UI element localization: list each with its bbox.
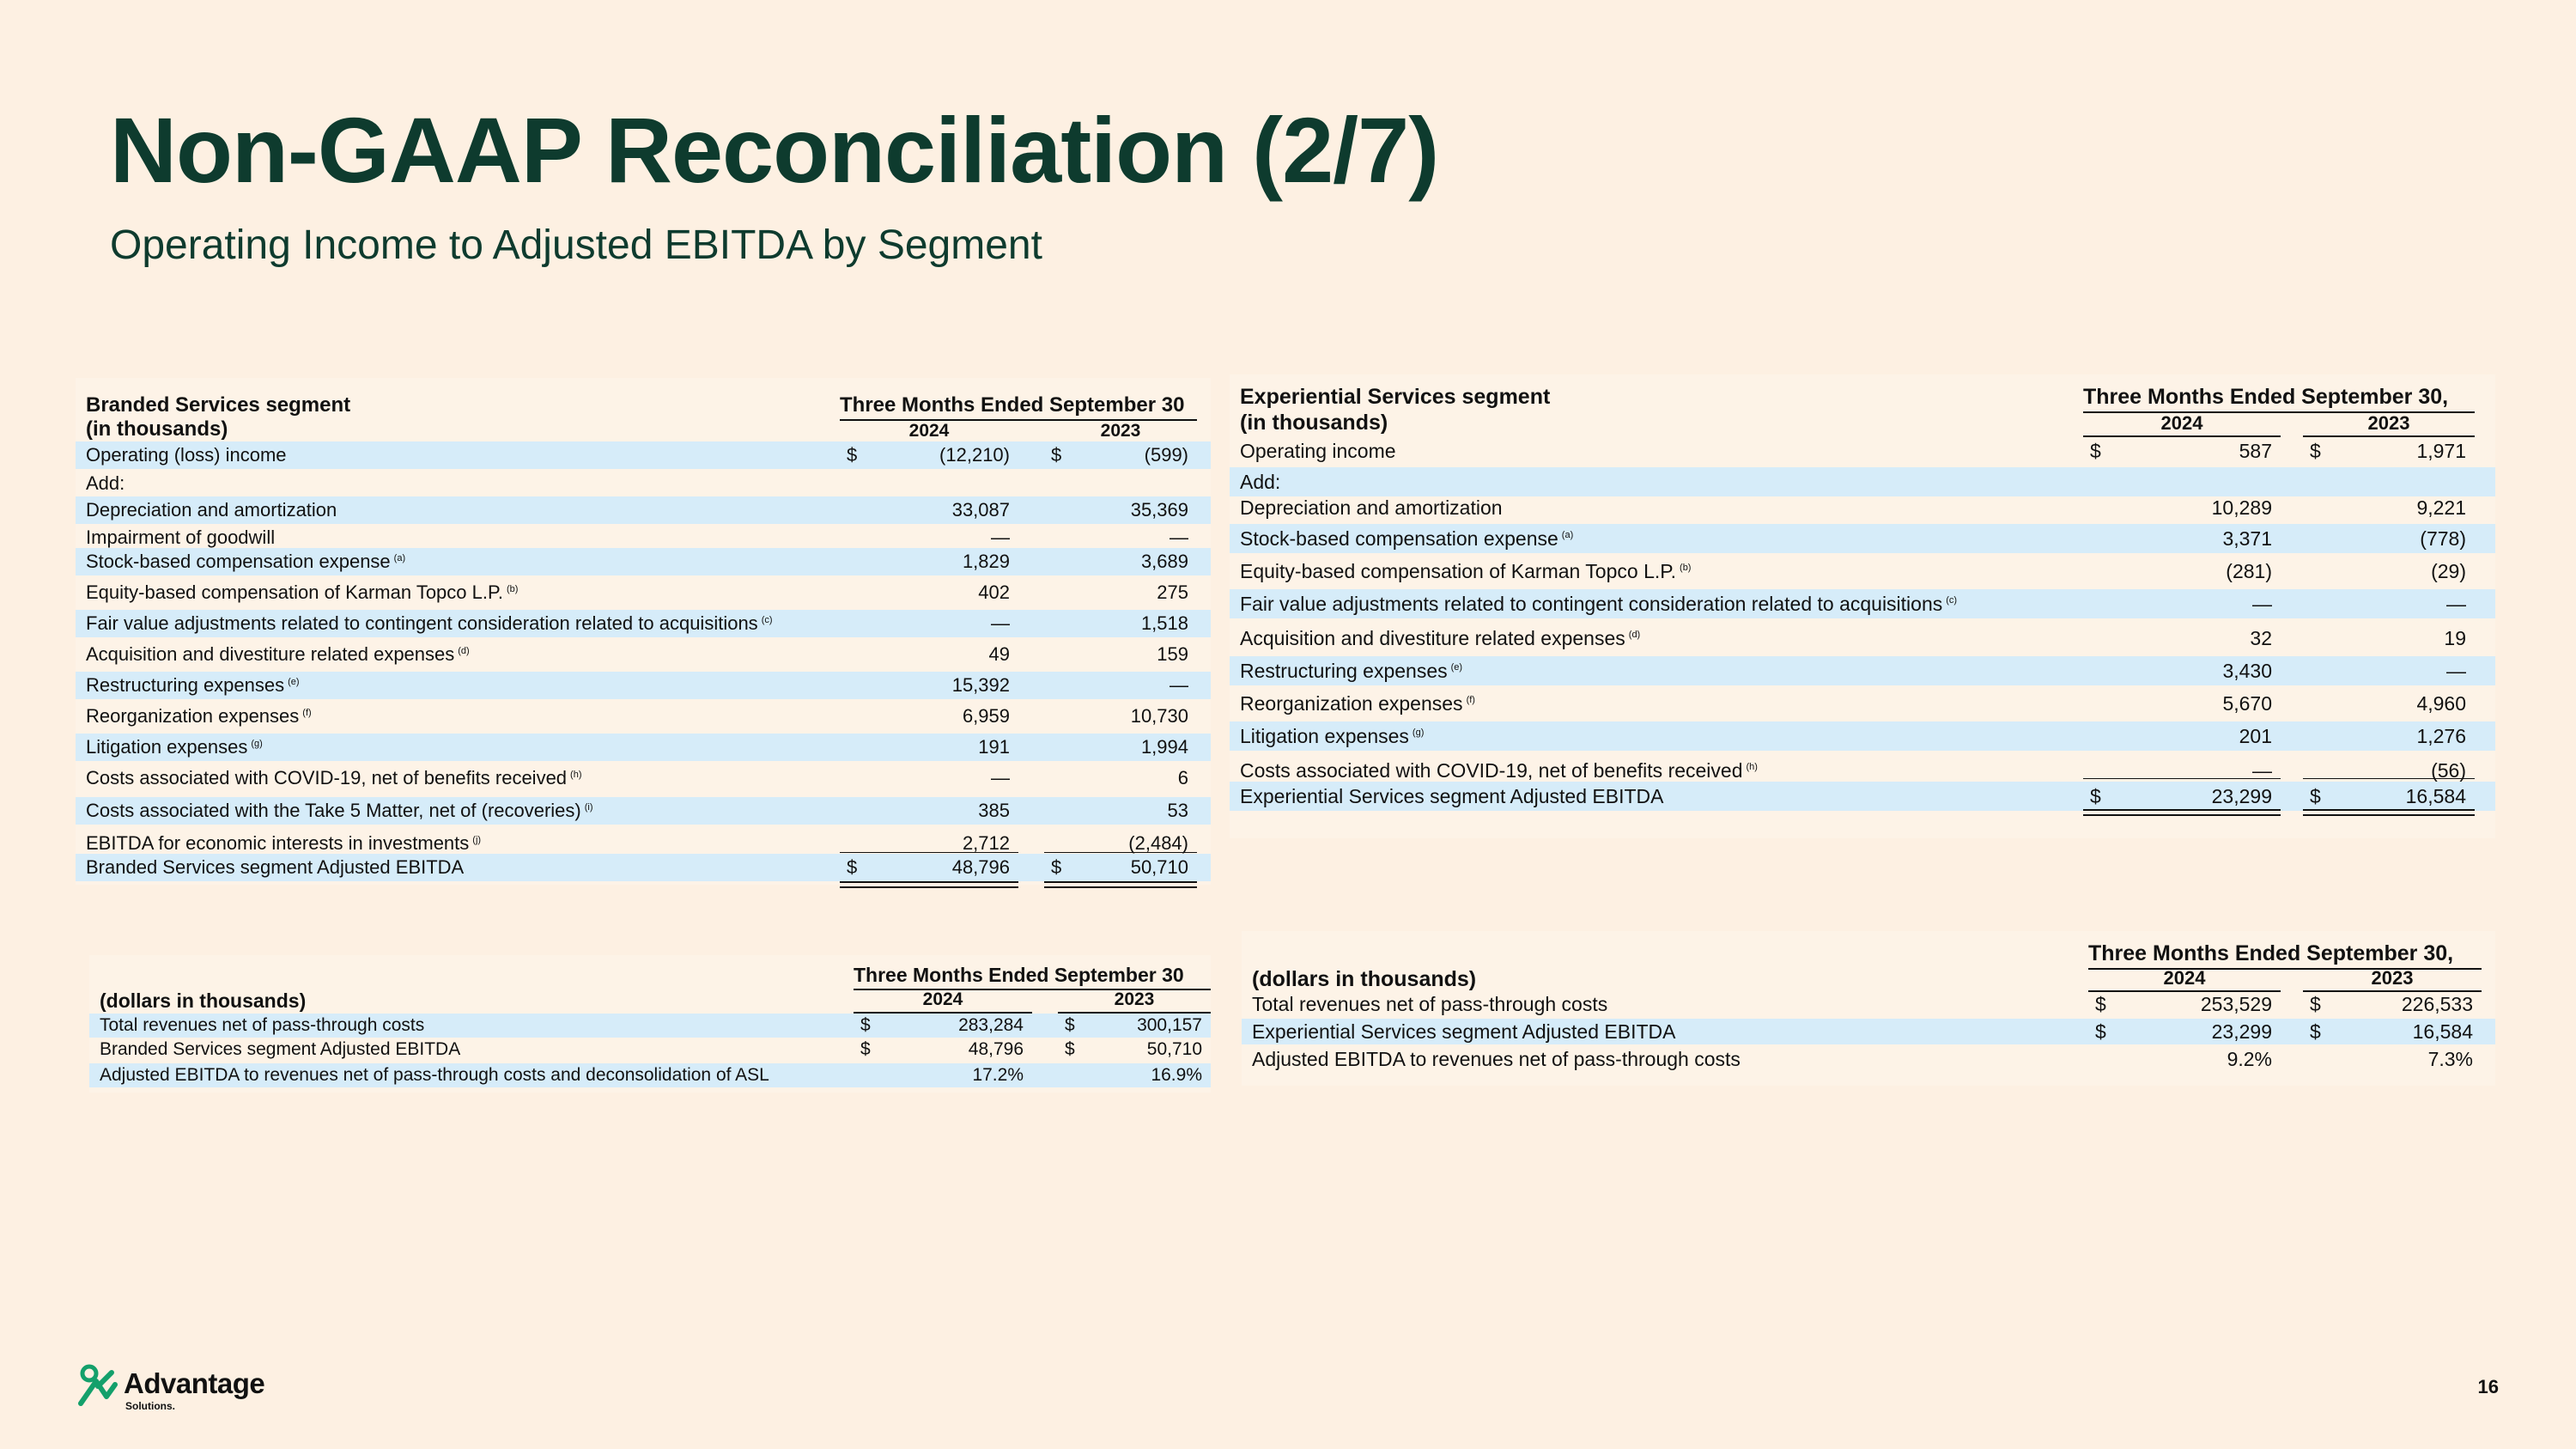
row-label — [86, 734, 263, 761]
row-label-text: Impairment of goodwill — [86, 527, 276, 548]
value-2024: 10,289 — [2211, 496, 2272, 519]
total-double-rule — [840, 881, 1018, 888]
page-number: 16 — [2477, 1376, 2499, 1397]
value-2024: 3,430 — [2222, 660, 2272, 682]
period-header: Three Months Ended September 30, — [2088, 941, 2454, 965]
row-label-text: Add: — [1240, 471, 1281, 493]
row-label-text: Fair value adjustments related to contingent consideration related to acquisitions — [1240, 593, 1943, 615]
table-row — [1230, 493, 2495, 522]
value-2024: 402 — [978, 581, 1010, 603]
row-label-text: Branded Services segment Adjusted EBITDA — [86, 856, 465, 878]
row-label-text: Total revenues net of pass-through costs — [100, 1015, 425, 1035]
row-label — [1240, 493, 1503, 522]
row-label-text: Branded Services segment Adjusted EBITDA — [100, 1039, 461, 1059]
table-row — [76, 441, 1211, 469]
row-label — [86, 703, 312, 730]
row-label-text: Costs associated with the Take 5 Matter, net of (recoveries) — [86, 800, 581, 821]
period-header: Three Months Ended September 30, — [2083, 385, 2449, 409]
value-2024: 253,529 — [2200, 993, 2272, 1015]
value-2023: 1,971 — [2416, 440, 2466, 462]
table-row — [89, 1063, 1211, 1087]
dollar-sign: $ — [1051, 444, 1062, 466]
row-label-text: EBITDA for economic interests in investments — [86, 832, 470, 854]
value-2023: 16,584 — [2405, 785, 2466, 807]
table-row — [76, 610, 1211, 637]
row-label-text: Adjusted EBITDA to revenues net of pass-through costs and deconsolidation of ASL — [100, 1065, 769, 1085]
experiential-services-table — [1230, 374, 2495, 838]
row-label-text: Equity-based compensation of Karman Topco L.P. — [1240, 560, 1677, 582]
value-2024: 587 — [2239, 440, 2272, 462]
value-2024: 48,796 — [951, 856, 1010, 878]
table-row — [1230, 467, 2495, 496]
column-header-2023: 2023 — [1100, 421, 1141, 441]
value-2024: 23,299 — [2211, 1020, 2272, 1043]
logo-name: Advantage — [124, 1367, 265, 1399]
footnote-ref: (g) — [1412, 728, 1425, 738]
table-row — [89, 1038, 1211, 1062]
value-2024: 9.2% — [2227, 1048, 2272, 1070]
table-row — [89, 1014, 1211, 1038]
column-header-2023: 2023 — [2367, 412, 2410, 434]
value-2023: 3,689 — [1140, 551, 1188, 572]
total-double-rule — [1044, 881, 1197, 888]
total-double-rule — [2303, 809, 2475, 816]
row-label-text: Costs associated with COVID-19, net of benefits received — [1240, 759, 1743, 782]
value-2023: 53 — [1167, 800, 1188, 821]
value-2023: 300,157 — [1137, 1015, 1202, 1035]
value-2023: 226,533 — [2401, 993, 2473, 1015]
value-2024: 15,392 — [951, 674, 1010, 696]
value-2023: (599) — [1144, 444, 1188, 466]
row-label — [1240, 782, 1663, 811]
table-row — [76, 579, 1211, 606]
value-2023: 10,730 — [1130, 705, 1188, 727]
dollar-sign: $ — [2310, 785, 2321, 807]
row-label — [1252, 991, 1607, 1017]
footnote-ref: (d) — [1628, 630, 1641, 640]
table-row — [76, 641, 1211, 668]
value-2024: 48,796 — [968, 1039, 1024, 1059]
table-row — [1230, 624, 2495, 653]
value-2023: 1,276 — [2416, 725, 2466, 747]
row-label — [1240, 689, 1475, 718]
value-2023: 7.3% — [2427, 1048, 2473, 1070]
value-2024: 33,087 — [951, 499, 1010, 521]
footnote-ref: (f) — [1466, 695, 1475, 705]
table-row — [1230, 756, 2495, 785]
table-title: Branded Services segment — [86, 393, 351, 417]
footnote-ref: (c) — [761, 615, 773, 625]
row-label-text: Reorganization expenses — [86, 705, 300, 727]
subtotal-rule — [2083, 778, 2281, 779]
dollar-sign: $ — [847, 856, 858, 878]
dollar-sign: $ — [860, 1039, 871, 1059]
dollar-sign: $ — [2090, 785, 2101, 807]
row-label-text: Stock-based compensation expense — [86, 551, 391, 572]
dollar-sign: $ — [2095, 1020, 2106, 1043]
table-row — [1242, 1019, 2495, 1044]
value-2023: — — [1170, 527, 1188, 548]
column-header-2024: 2024 — [2160, 412, 2203, 434]
column-header-2024: 2024 — [2163, 967, 2206, 989]
row-label — [1240, 756, 1758, 785]
row-label-text: Depreciation and amortization — [1240, 496, 1503, 519]
value-2023: (29) — [2431, 560, 2466, 582]
row-label-text: Add: — [86, 472, 125, 494]
row-label-text: Equity-based compensation of Karman Topco L.P. — [86, 581, 503, 603]
value-2024: 385 — [978, 800, 1010, 821]
table-title: Experiential Services segment — [1240, 385, 1551, 409]
row-label-text: Operating (loss) income — [86, 444, 287, 466]
dollar-sign: $ — [2095, 993, 2106, 1015]
footnote-ref: (i) — [584, 802, 593, 813]
value-2023: 9,221 — [2416, 496, 2466, 519]
value-2023: (778) — [2420, 527, 2466, 550]
row-label — [1252, 1019, 1675, 1044]
row-label-text: Costs associated with COVID-19, net of benefits received — [86, 767, 568, 788]
value-2023: 4,960 — [2416, 692, 2466, 715]
table-units: (in thousands) — [86, 417, 228, 441]
value-2023: — — [2446, 660, 2466, 682]
table-units: (dollars in thousands) — [1252, 967, 1477, 991]
total-double-rule — [2083, 809, 2281, 816]
value-2024: — — [2252, 759, 2272, 782]
row-label — [1240, 467, 1280, 496]
row-label — [86, 441, 287, 469]
dollar-sign: $ — [1065, 1039, 1075, 1059]
value-2024: (281) — [2226, 560, 2272, 582]
row-label-text: Litigation expenses — [86, 736, 248, 758]
value-2024: 3,371 — [2222, 527, 2272, 550]
row-label — [86, 579, 518, 606]
column-header-2024: 2024 — [922, 989, 963, 1009]
row-label-text: Depreciation and amortization — [86, 499, 337, 521]
row-label — [86, 641, 470, 668]
row-label-text: Restructuring expenses — [1240, 660, 1448, 682]
row-label — [86, 764, 582, 792]
value-2023: 275 — [1157, 581, 1188, 603]
row-label-text: Restructuring expenses — [86, 674, 285, 696]
row-label-text: Acquisition and divestiture related expenses — [86, 643, 455, 665]
value-2024: 191 — [978, 736, 1010, 758]
value-2023: 16,584 — [2412, 1020, 2473, 1043]
table-row — [1230, 557, 2495, 586]
dollar-sign: $ — [1065, 1015, 1075, 1035]
footnote-ref: (a) — [1561, 530, 1574, 540]
branded-margin-table — [89, 955, 1211, 1093]
subtotal-rule — [1044, 852, 1197, 853]
row-label — [1240, 436, 1396, 466]
page-subtitle: Operating Income to Adjusted EBITDA by Segment — [110, 222, 1042, 268]
row-label — [1240, 589, 1957, 618]
column-header-2023: 2023 — [2371, 967, 2414, 989]
table-row — [76, 672, 1211, 699]
row-label — [86, 610, 773, 637]
dollar-sign: $ — [860, 1015, 871, 1035]
footnote-ref: (e) — [1450, 662, 1463, 673]
value-2024: 23,299 — [2211, 785, 2272, 807]
dollar-sign: $ — [847, 444, 858, 466]
value-2024: — — [991, 612, 1010, 634]
row-label — [100, 1038, 460, 1062]
value-2024: 1,829 — [962, 551, 1010, 572]
value-2024: — — [991, 527, 1010, 548]
value-2024: 5,670 — [2222, 692, 2272, 715]
table-row — [1230, 782, 2495, 811]
table-row — [76, 797, 1211, 825]
row-label — [1240, 721, 1424, 751]
value-2023: 19 — [2444, 627, 2466, 649]
row-label-text: Experiential Services segment Adjusted EBITDA — [1252, 1020, 1676, 1043]
footnote-ref: (a) — [393, 553, 406, 563]
dollar-sign: $ — [2310, 440, 2321, 462]
row-label — [86, 854, 464, 881]
table-row — [1230, 589, 2495, 618]
column-header-2024: 2024 — [908, 421, 950, 441]
table-row — [1242, 1046, 2495, 1072]
table-row — [76, 703, 1211, 730]
row-label — [86, 470, 125, 497]
table-row — [76, 548, 1211, 575]
value-2024: 17.2% — [972, 1065, 1024, 1085]
value-2024: — — [991, 767, 1010, 788]
footnote-ref: (h) — [570, 770, 582, 780]
footnote-ref: (f) — [302, 708, 312, 718]
footnote-ref: (e) — [288, 677, 300, 687]
row-label — [1252, 1046, 1741, 1072]
row-label-text: Stock-based compensation expense — [1240, 527, 1558, 550]
footnote-ref: (c) — [1946, 595, 1958, 606]
period-header: Three Months Ended September 30 — [854, 964, 1184, 986]
value-2024: 201 — [2239, 725, 2272, 747]
table-row — [76, 470, 1211, 497]
row-label — [100, 1014, 424, 1038]
row-label — [100, 1063, 769, 1087]
row-label-text: Acquisition and divestiture related expenses — [1240, 627, 1625, 649]
row-label — [86, 548, 405, 575]
table-row — [1242, 991, 2495, 1017]
value-2023: 16.9% — [1151, 1065, 1202, 1085]
row-label — [86, 672, 300, 699]
advantage-mark-icon — [77, 1364, 118, 1407]
row-label-text: Litigation expenses — [1240, 725, 1409, 747]
row-label — [86, 496, 337, 524]
row-label-text: Experiential Services segment Adjusted EBITDA — [1240, 785, 1664, 807]
row-label-text: Total revenues net of pass-through costs — [1252, 993, 1608, 1015]
table-row — [1230, 689, 2495, 718]
value-2024: 6,959 — [962, 705, 1010, 727]
table-row — [1230, 656, 2495, 685]
dollar-sign: $ — [1051, 856, 1062, 878]
value-2024: 32 — [2250, 627, 2272, 649]
row-label — [1240, 557, 1691, 586]
value-2024: 49 — [988, 643, 1010, 665]
value-2023: — — [2446, 593, 2466, 615]
row-label — [1240, 624, 1640, 653]
value-2023: (2,484) — [1128, 832, 1188, 854]
row-label-text: Adjusted EBITDA to revenues net of pass-through costs — [1252, 1048, 1741, 1070]
value-2023: 1,518 — [1140, 612, 1188, 634]
value-2024: — — [2252, 593, 2272, 615]
value-2023: (56) — [2431, 759, 2466, 782]
footnote-ref: (g) — [251, 739, 263, 749]
table-row — [1230, 524, 2495, 553]
value-2023: 1,994 — [1140, 736, 1188, 758]
footnote-ref: (j) — [472, 835, 482, 845]
row-label-text: Fair value adjustments related to contingent consideration related to acquisitions — [86, 612, 758, 634]
table-row — [76, 764, 1211, 792]
row-label-text: Operating income — [1240, 440, 1396, 462]
experiential-margin-table — [1242, 931, 2495, 1086]
value-2024: 283,284 — [958, 1015, 1024, 1035]
page-title: Non-GAAP Reconciliation (2/7) — [110, 98, 1439, 202]
value-2023: 50,710 — [1130, 856, 1188, 878]
table-row — [76, 496, 1211, 524]
footnote-ref: (b) — [506, 584, 519, 594]
value-2023: 159 — [1157, 643, 1188, 665]
dollar-sign: $ — [2310, 993, 2321, 1015]
dollar-sign: $ — [2310, 1020, 2321, 1043]
row-label — [1240, 656, 1462, 685]
row-label — [86, 797, 593, 825]
dollar-sign: $ — [2090, 440, 2101, 462]
table-units: (dollars in thousands) — [100, 989, 307, 1012]
branded-services-table — [76, 378, 1211, 885]
footnote-ref: (h) — [1746, 762, 1758, 772]
table-row — [76, 854, 1211, 881]
value-2023: — — [1170, 674, 1188, 696]
column-header-2023: 2023 — [1114, 989, 1155, 1009]
value-2024: 2,712 — [962, 832, 1010, 854]
subtotal-rule — [2303, 778, 2475, 779]
value-2023: 6 — [1177, 767, 1188, 788]
table-row — [1230, 721, 2495, 751]
value-2023: 50,710 — [1146, 1039, 1202, 1059]
table-units: (in thousands) — [1240, 411, 1388, 435]
subtotal-rule — [840, 852, 1018, 853]
row-label — [1240, 524, 1573, 553]
period-header: Three Months Ended September 30 — [840, 393, 1185, 417]
value-2023: 35,369 — [1130, 499, 1188, 521]
logo-subtext: Solutions. — [125, 1400, 175, 1412]
table-row — [1230, 436, 2495, 466]
table-row — [76, 734, 1211, 761]
footnote-ref: (d) — [458, 646, 470, 656]
value-2024: (12,210) — [939, 444, 1010, 466]
footnote-ref: (b) — [1680, 563, 1692, 573]
row-label-text: Reorganization expenses — [1240, 692, 1463, 715]
